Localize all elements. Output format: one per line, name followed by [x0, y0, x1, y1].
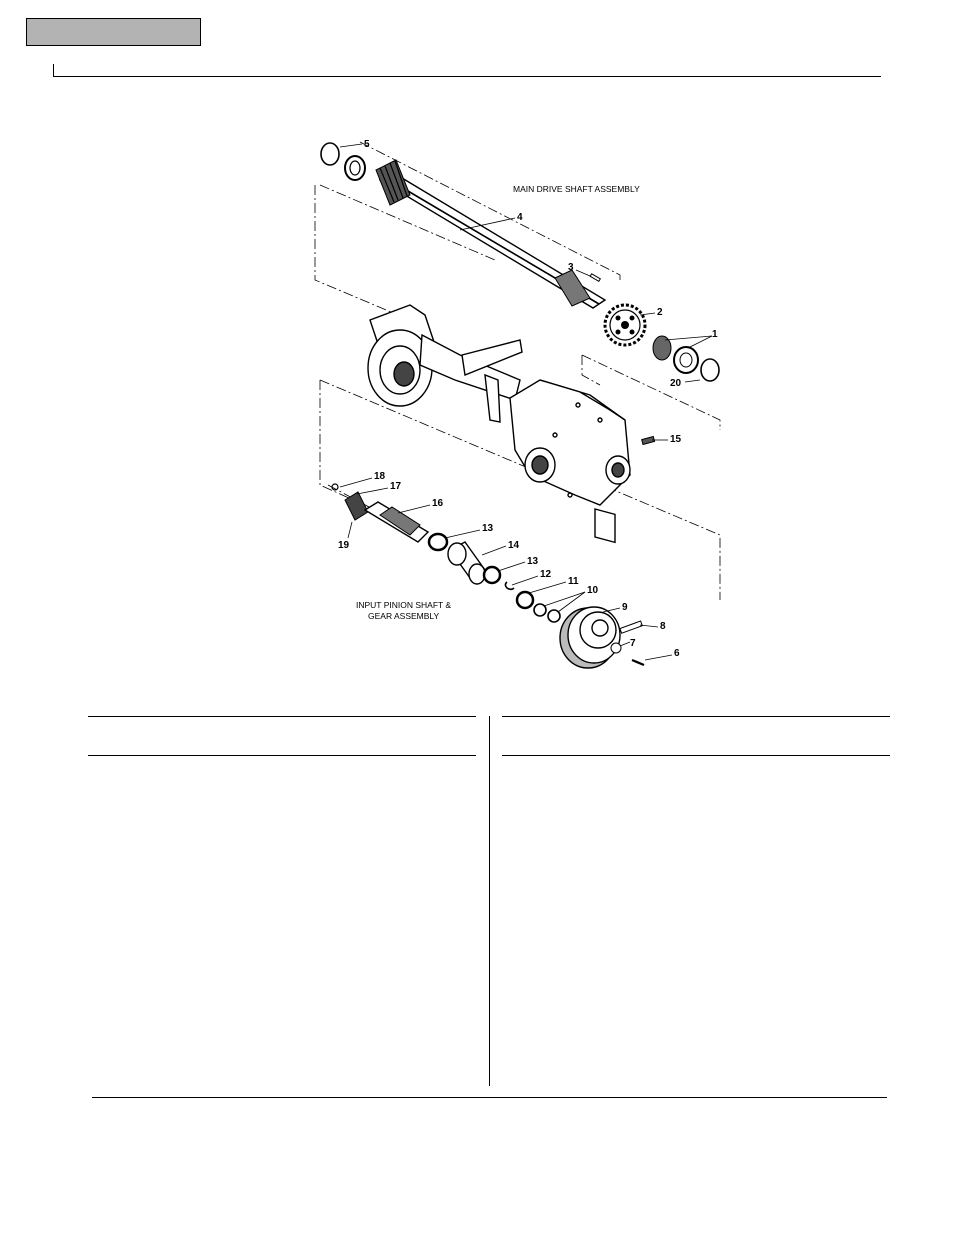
- callout-3: 3: [568, 262, 574, 273]
- exploded-view-drawing: [300, 130, 740, 680]
- parts-table-right-header-rule: [502, 755, 890, 756]
- callout-13-lower: 13: [527, 556, 539, 567]
- callout-13-upper: 13: [482, 523, 494, 534]
- callout-14: 14: [508, 540, 520, 551]
- header-rule: [53, 76, 881, 77]
- bushing-part: [448, 542, 485, 584]
- section-tab: [26, 18, 201, 46]
- snap-ring-part: [321, 143, 339, 165]
- parts-table-left-header-rule: [88, 755, 476, 756]
- callout-1: 1: [712, 329, 718, 340]
- parts-table-right-top-rule: [502, 716, 890, 717]
- callout-12: 12: [540, 569, 552, 580]
- callout-10: 10: [587, 585, 599, 596]
- input-assembly-caption-line2: GEAR ASSEMBLY: [368, 611, 440, 621]
- callout-5: 5: [364, 139, 370, 150]
- footer-rule: [92, 1097, 887, 1098]
- spur-gear-part: [605, 305, 645, 345]
- main-assembly-caption: MAIN DRIVE SHAFT ASSEMBLY: [513, 184, 640, 194]
- callout-20: 20: [670, 378, 682, 389]
- callout-15: 15: [670, 434, 682, 445]
- callout-19: 19: [338, 540, 350, 551]
- input-assembly-caption-line1: INPUT PINION SHAFT &: [356, 600, 452, 610]
- callout-11: 11: [568, 576, 579, 587]
- gearbox-housing-part: [368, 305, 630, 542]
- callout-9: 9: [622, 602, 628, 613]
- callout-4: 4: [517, 212, 523, 223]
- main-drive-shaft-part: [376, 160, 605, 308]
- pulley-part: [560, 607, 620, 668]
- callout-2: 2: [657, 307, 663, 318]
- parts-table-column-divider: [489, 716, 490, 1086]
- exploded-view-figure: [300, 130, 740, 685]
- input-pinion-shaft-part: [332, 484, 428, 542]
- parts-table-left-top-rule: [88, 716, 476, 717]
- callout-18: 18: [374, 471, 386, 482]
- callout-8: 8: [660, 621, 666, 632]
- callout-17: 17: [390, 481, 402, 492]
- callout-16: 16: [432, 498, 444, 509]
- callout-6: 6: [674, 648, 680, 659]
- callout-7: 7: [630, 638, 636, 649]
